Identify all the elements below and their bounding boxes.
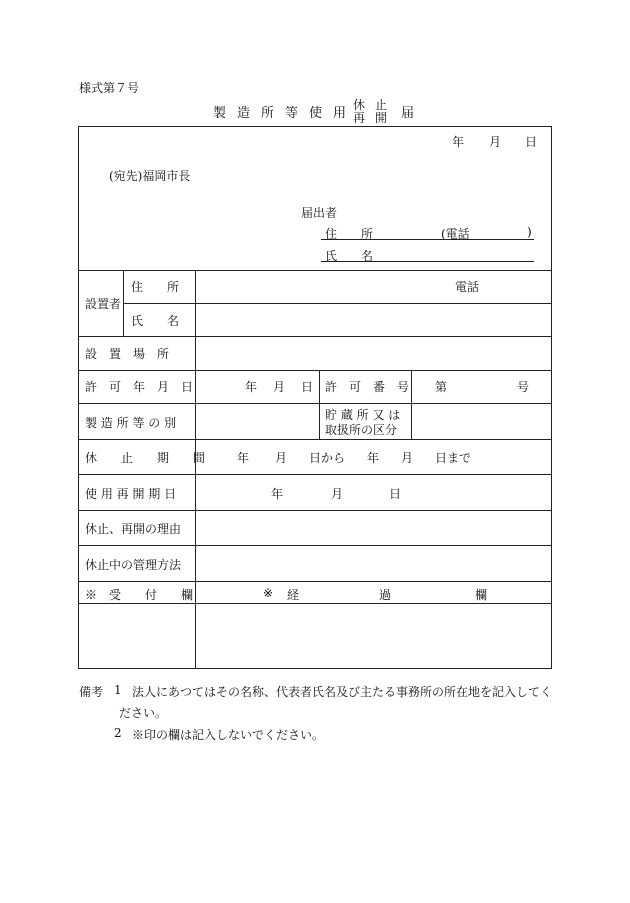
remark-1-number: 1 bbox=[114, 683, 122, 697]
suspension-year-to: 年 bbox=[367, 451, 380, 465]
location-label: 設 置 場 所 bbox=[85, 347, 170, 361]
reason-label: 休止、再開の理由 bbox=[85, 522, 182, 536]
installer-phone-label: 電話 bbox=[455, 280, 480, 294]
title-char: 用 bbox=[333, 106, 347, 121]
remark-1-line-2: ださい。 bbox=[119, 706, 168, 720]
title-char: 製 bbox=[213, 106, 227, 121]
notifier-phone-close: ) bbox=[527, 225, 532, 239]
rule bbox=[79, 439, 551, 440]
progress-label-1: 経 bbox=[287, 588, 300, 602]
rule bbox=[79, 474, 551, 475]
form-table bbox=[78, 126, 552, 669]
header-month: 月 bbox=[489, 135, 502, 149]
title-stack-suspend-2: 止 bbox=[375, 98, 388, 112]
suspension-month-from: 月 bbox=[275, 451, 288, 465]
remarks-label: 備考 bbox=[79, 685, 104, 699]
permit-date-year: 年 bbox=[245, 380, 258, 394]
title-stack-resume-2: 開 bbox=[375, 111, 388, 125]
remark-2-number: 2 bbox=[114, 726, 122, 740]
rule bbox=[79, 336, 551, 337]
resume-year: 年 bbox=[271, 487, 284, 501]
rule bbox=[79, 270, 551, 271]
permit-date-label: 許 可 年 月 日 bbox=[85, 380, 194, 394]
title-char: 造 bbox=[237, 106, 251, 121]
suspension-period-label: 休 止 期 間 bbox=[85, 451, 206, 465]
permit-number-dai: 第 bbox=[435, 380, 448, 394]
remark-2-text: ※印の欄は記入しないでください。 bbox=[132, 728, 325, 742]
title-char: 届 bbox=[401, 106, 415, 121]
title-stack-suspend-1: 休 bbox=[353, 98, 366, 112]
title-char: 使 bbox=[309, 106, 323, 121]
notifier-label: 届出者 bbox=[301, 206, 338, 220]
installer-address-label: 住 所 bbox=[131, 280, 180, 294]
rule bbox=[79, 603, 551, 604]
rule bbox=[195, 270, 196, 668]
notifier-address-label: 住 所 bbox=[325, 227, 374, 241]
suspension-day-to: 日まで bbox=[435, 451, 472, 465]
installer-name-label: 氏 名 bbox=[131, 314, 180, 328]
progress-label-2: 過 bbox=[379, 588, 392, 602]
rule bbox=[79, 403, 551, 404]
facility-type-label: 製 造 所 等 の 別 bbox=[85, 416, 177, 430]
name-underline bbox=[321, 261, 534, 262]
progress-label-3: 欄 bbox=[475, 588, 488, 602]
rule bbox=[123, 303, 551, 304]
rule bbox=[79, 510, 551, 511]
permit-date-day: 日 bbox=[301, 380, 314, 394]
remark-1-line-1: 法人にあつてはその名称、代表者氏名及び主たる事務所の所在地を記入してく bbox=[132, 685, 553, 699]
storage-class-label-2: 取扱所の区分 bbox=[325, 423, 398, 437]
title-stack-resume-1: 再 bbox=[353, 111, 366, 125]
rule bbox=[411, 370, 412, 439]
suspension-month-to: 月 bbox=[401, 451, 414, 465]
storage-class-label-1: 貯 蔵 所 又 は bbox=[325, 408, 401, 422]
reception-label: ※ 受 付 欄 bbox=[85, 588, 194, 602]
form-number: 様式第７号 bbox=[79, 81, 140, 95]
permit-number-label: 許 可 番 号 bbox=[325, 380, 410, 394]
rule bbox=[123, 270, 124, 336]
header-year: 年 bbox=[452, 135, 465, 149]
resume-day: 日 bbox=[389, 487, 402, 501]
suspension-year-from: 年 bbox=[237, 451, 250, 465]
rule bbox=[79, 545, 551, 546]
address-underline bbox=[321, 239, 534, 240]
addressee: (宛先)福岡市長 bbox=[109, 169, 191, 183]
form-title bbox=[0, 96, 630, 124]
notifier-name-label: 氏 名 bbox=[325, 249, 374, 263]
progress-mark: ※ bbox=[263, 586, 274, 600]
permit-date-month: 月 bbox=[273, 380, 286, 394]
rule bbox=[79, 581, 551, 582]
permit-number-go: 号 bbox=[517, 380, 530, 394]
management-label: 休止中の管理方法 bbox=[85, 558, 182, 572]
resume-date-label: 使 用 再 開 期 日 bbox=[85, 487, 177, 501]
title-char: 所 bbox=[261, 106, 275, 121]
header-day: 日 bbox=[525, 135, 538, 149]
rule bbox=[319, 370, 320, 439]
installer-label: 設置者 bbox=[85, 297, 122, 311]
suspension-day-from: 日から bbox=[309, 451, 346, 465]
rule bbox=[79, 370, 551, 371]
notifier-phone-label: (電話 bbox=[441, 227, 470, 241]
title-char: 等 bbox=[285, 106, 299, 121]
resume-month: 月 bbox=[331, 487, 344, 501]
